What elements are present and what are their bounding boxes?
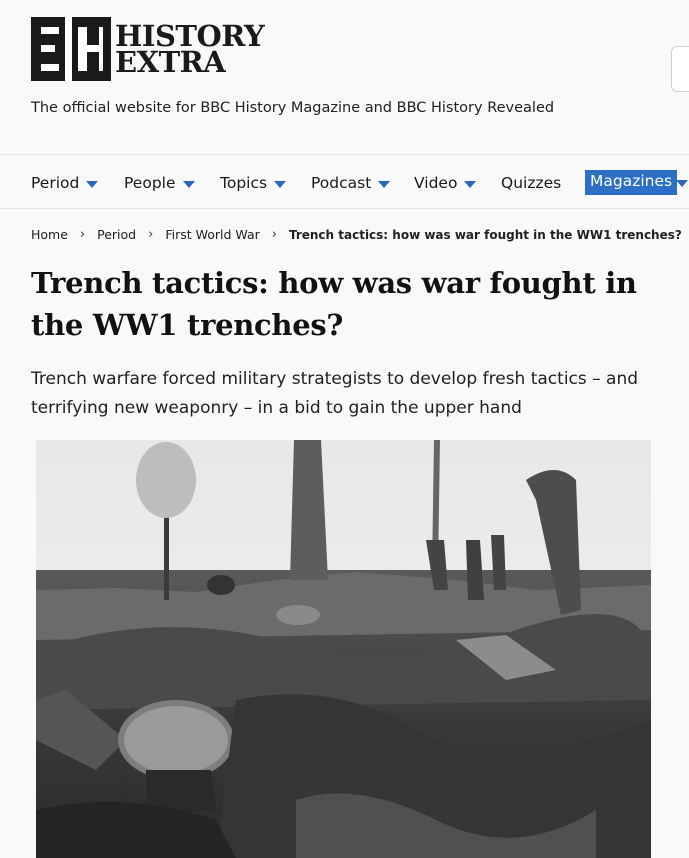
article-title: Trench tactics: how was war fought in the WW1 trenches? bbox=[31, 266, 637, 342]
breadcrumb-current: Trench tactics: how was war fought in the WW1 trenches? bbox=[288, 227, 682, 242]
logo-line-1: HISTORY bbox=[115, 19, 265, 53]
logo-wordmark bbox=[115, 19, 265, 79]
nav-item-podcast[interactable] bbox=[311, 174, 390, 192]
nav-label: People bbox=[124, 174, 176, 192]
caret-down-icon bbox=[464, 181, 476, 188]
nav-item-video[interactable] bbox=[414, 174, 476, 192]
nav-label: Video bbox=[414, 174, 458, 192]
chevron-right-icon: › bbox=[79, 227, 86, 242]
chevron-right-icon: › bbox=[271, 227, 277, 242]
caret-down-icon bbox=[183, 181, 195, 188]
nav-item-people[interactable] bbox=[124, 174, 195, 192]
nav-label: Quizzes bbox=[501, 174, 562, 192]
caret-down-icon bbox=[86, 181, 98, 188]
caret-down-icon bbox=[378, 181, 390, 188]
site-tagline: The official website for BBC History Magazine and BBC History Revealed bbox=[31, 100, 555, 116]
breadcrumb-first-world-war[interactable]: First World War bbox=[165, 227, 260, 242]
chevron-right-icon: › bbox=[148, 227, 154, 242]
logo-mark-icon bbox=[31, 17, 111, 81]
search-box[interactable] bbox=[671, 46, 689, 92]
site-header bbox=[0, 0, 689, 154]
caret-down-icon[interactable] bbox=[676, 180, 688, 187]
breadcrumb-period[interactable]: Period bbox=[97, 227, 137, 242]
breadcrumb bbox=[31, 227, 682, 242]
trench-photo bbox=[36, 440, 651, 858]
logo-line-2: EXTRA bbox=[115, 45, 226, 79]
nav-label: Period bbox=[31, 174, 80, 192]
site-logo[interactable] bbox=[31, 17, 264, 81]
hero-image bbox=[36, 440, 651, 858]
nav-item-quizzes[interactable] bbox=[501, 174, 561, 192]
nav-item-topics[interactable] bbox=[220, 174, 286, 192]
nav-label: Podcast bbox=[311, 174, 372, 192]
nav-item-magazines[interactable]: Magazines bbox=[585, 170, 677, 195]
article-standfirst: Trench warfare forced military strategists to develop fresh tactics – and terrifying new weaponry – in a bid to gain the upper hand bbox=[31, 369, 639, 418]
breadcrumb-home[interactable]: Home bbox=[31, 227, 68, 242]
nav-item-period[interactable] bbox=[31, 174, 98, 192]
caret-down-icon bbox=[274, 181, 286, 188]
nav-label: Topics bbox=[220, 174, 268, 192]
